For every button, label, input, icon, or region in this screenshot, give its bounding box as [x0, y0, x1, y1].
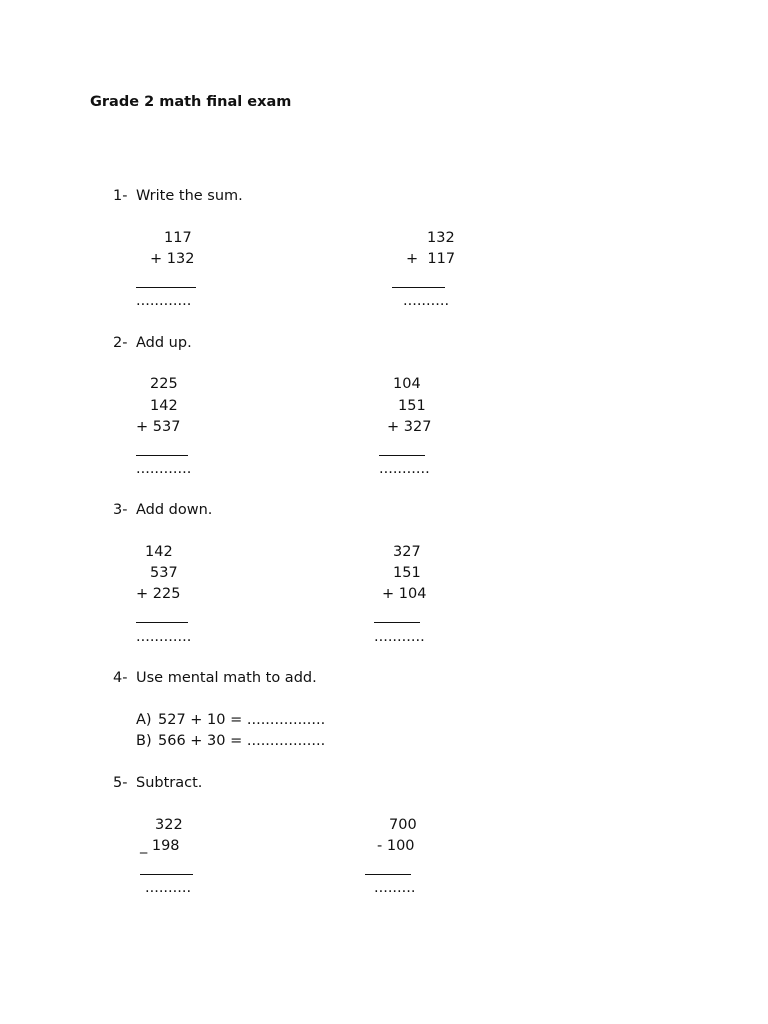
- minuend: 322: [155, 817, 183, 833]
- sum-line: [136, 622, 188, 623]
- difference-line: [365, 874, 411, 875]
- sum-line: [136, 455, 188, 456]
- addend-2: 151: [393, 565, 421, 581]
- answer-blank: ............: [136, 461, 192, 477]
- addend-1: 327: [393, 544, 421, 560]
- page-title: Grade 2 math final exam: [90, 94, 292, 110]
- question-number: 5-: [113, 775, 128, 791]
- answer-blank: ..........: [145, 880, 192, 896]
- item-label: B): [136, 733, 152, 749]
- addend-1: 132: [427, 230, 455, 246]
- addend-3: + 104: [382, 586, 427, 602]
- addend-2: + 117: [406, 251, 456, 267]
- question-text: Subtract.: [136, 775, 203, 791]
- question-number: 3-: [113, 502, 128, 518]
- addend-2: + 132: [150, 251, 195, 267]
- sum-line: [392, 287, 445, 288]
- addend-3: + 327: [387, 419, 432, 435]
- minuend: 700: [389, 817, 417, 833]
- addend-2: 537: [150, 565, 178, 581]
- question-text: Add down.: [136, 502, 213, 518]
- addend-1: 225: [150, 376, 178, 392]
- question-number: 1-: [113, 188, 128, 204]
- sum-line: [374, 622, 420, 623]
- mental-math-item-b: 566 + 30 = .................: [158, 733, 326, 749]
- answer-blank: ............: [136, 629, 192, 645]
- addend-3: + 537: [136, 419, 181, 435]
- addend-1: 142: [145, 544, 173, 560]
- question-number: 2-: [113, 335, 128, 351]
- question-number: 4-: [113, 670, 128, 686]
- sum-line: [379, 455, 425, 456]
- sum-line: [136, 287, 196, 288]
- addend-2: 151: [398, 398, 426, 414]
- addend-1: 104: [393, 376, 421, 392]
- subtrahend: - 100: [377, 838, 415, 854]
- mental-math-item-a: 527 + 10 = .................: [158, 712, 326, 728]
- subtrahend: _ 198: [140, 838, 180, 854]
- difference-line: [140, 874, 193, 875]
- addend-2: 142: [150, 398, 178, 414]
- answer-blank: .........: [374, 880, 416, 896]
- answer-blank: ..........: [403, 293, 450, 309]
- addend-3: + 225: [136, 586, 181, 602]
- question-text: Add up.: [136, 335, 192, 351]
- item-label: A): [136, 712, 152, 728]
- answer-blank: ...........: [379, 461, 430, 477]
- answer-blank: ...........: [374, 629, 425, 645]
- question-text: Write the sum.: [136, 188, 243, 204]
- question-text: Use mental math to add.: [136, 670, 317, 686]
- answer-blank: ............: [136, 293, 192, 309]
- addend-1: 117: [164, 230, 192, 246]
